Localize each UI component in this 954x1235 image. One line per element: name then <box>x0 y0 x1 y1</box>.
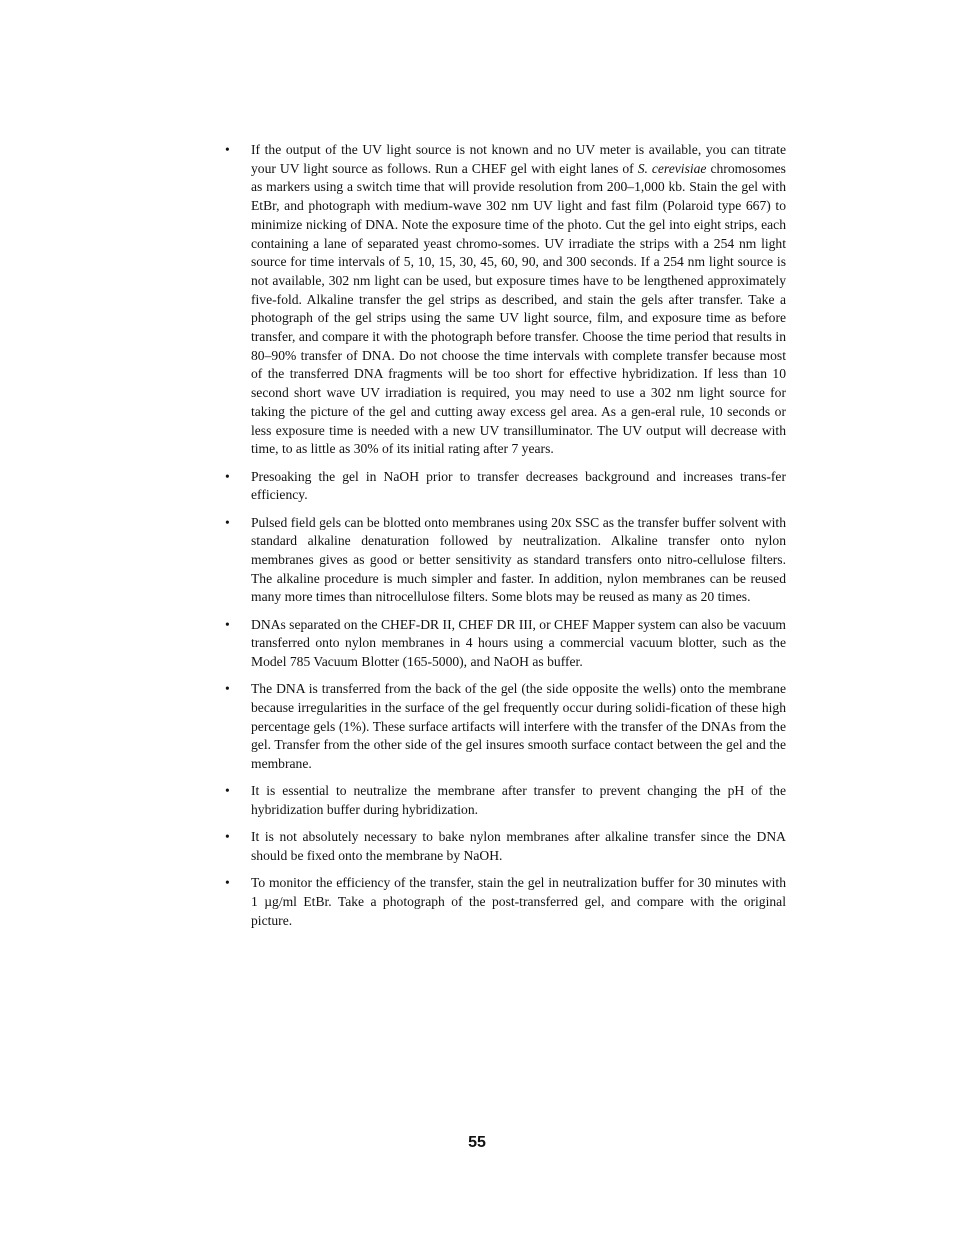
bullet-item-uv-titration <box>224 141 786 459</box>
bullet-icon: • <box>225 829 230 845</box>
bullet-item-gel-back <box>224 680 786 774</box>
bullet-item-neutralize <box>224 782 786 819</box>
bullet-text: The DNA is transferred from the back of the gel (the side opposite the wells) onto the membrane because irregularities in the surface of the gel frequently occur during solidi-fication of these high percentage gels (1%). These surface artifacts will interfere with the transfer of the DNAs from the gel. Transfer from the other side of the gel insures smooth surface contact between the gel and the membrane. <box>251 681 786 772</box>
bullet-icon: • <box>225 468 230 484</box>
bullet-text-part: If the output of the UV light source is not known and no UV meter is available, you can titrate your UV light source as follows. Run a CHEF gel with eight lanes of <box>251 142 786 176</box>
bullet-text <box>251 141 786 459</box>
bullet-text-part: chromosomes as markers using a switch time that will provide resolution from 200–1,000 kb. Stain the gel with EtBr, and photograph with medium-wave 302 nm UV light and fast film (Polaroid type 667) to minimize nicking of DNA. Note the exposure time of the photo. Cut the gel into eight strips, each containing a lane of separated yeast chromo-somes. UV irradiate the strips with a 254 nm light source for time intervals of 5, 10, 15, 30, 45, 60, 90, and 300 seconds. If a 254 nm light source is not available, 302 nm light can be used, but exposure times have to be lengthened approximately five-fold. Alkaline transfer the gel strips as described, and stain the gels after transfer. Take a photograph of the gel strips using the same UV light source, film, and exposure time as before transfer, and compare it with the photograph before transfer. Choose the time period that results in 80–90% transfer of DNA. Do not choose the time intervals with complete transfer because most of the transferred DNA fragments will be too short for effective hybridization. If less than 10 second short wave UV irradiation is required, you may need to use a 302 nm light source for taking the picture of the gel and cutting away excess gel area. As a gen-eral rule, 10 seconds or less exposure time is needed with a new UV transilluminator. The UV output will decrease with time, to as little as 30% of its initial rating after 7 years. <box>251 160 786 457</box>
bullet-icon: • <box>225 681 230 697</box>
notes-bullet-list <box>224 141 786 939</box>
bullet-text: DNAs separated on the CHEF-DR II, CHEF DR III, or CHEF Mapper system can also be vacuum transferred onto nylon membranes in 4 hours using a commercial vacuum blotter, such as the Model 785 Vacuum Blotter (165-5000), and NaOH as buffer. <box>251 616 786 670</box>
bullet-text: Presoaking the gel in NaOH prior to transfer decreases background and increases trans-fer efficiency. <box>251 468 786 503</box>
bullet-text: It is essential to neutralize the membrane after transfer to prevent changing the pH of the hybridization buffer during hybridization. <box>251 783 786 818</box>
bullet-item-baking <box>224 828 786 865</box>
bullet-text: Pulsed field gels can be blotted onto membranes using 20x SSC as the transfer buffer solvent with standard alkaline denaturation followed by neutralization. Alkaline transfer onto nylon membranes gives as good or better sensitivity as standard transfers onto nitro-cellulose filters. The alkaline procedure is much simpler and faster. In addition, nylon membranes can be reused many more times than nitrocellulose filters. Some blots may be reused as many as 20 times. <box>251 514 786 605</box>
bullet-item-blotting <box>224 514 786 608</box>
bullet-item-vacuum-transfer <box>224 616 786 672</box>
bullet-text: It is not absolutely necessary to bake nylon membranes after alkaline transfer since the DNA should be fixed onto the membrane by NaOH. <box>251 829 786 864</box>
bullet-item-presoaking <box>224 468 786 505</box>
bullet-icon: • <box>225 616 230 632</box>
bullet-icon: • <box>225 514 230 530</box>
bullet-item-monitor-efficiency <box>224 874 786 930</box>
bullet-icon: • <box>225 142 230 157</box>
bullet-icon: • <box>225 783 230 799</box>
page-number: 55 <box>468 1134 486 1151</box>
species-name: S. cerevisiae <box>637 160 707 176</box>
bullet-text: To monitor the efficiency of the transfer, stain the gel in neutralization buffer for 30 minutes with 1 µg/ml EtBr. Take a photograph of the post-transferred gel, and compare with the original picture. <box>251 875 786 928</box>
bullet-icon: • <box>225 875 230 891</box>
